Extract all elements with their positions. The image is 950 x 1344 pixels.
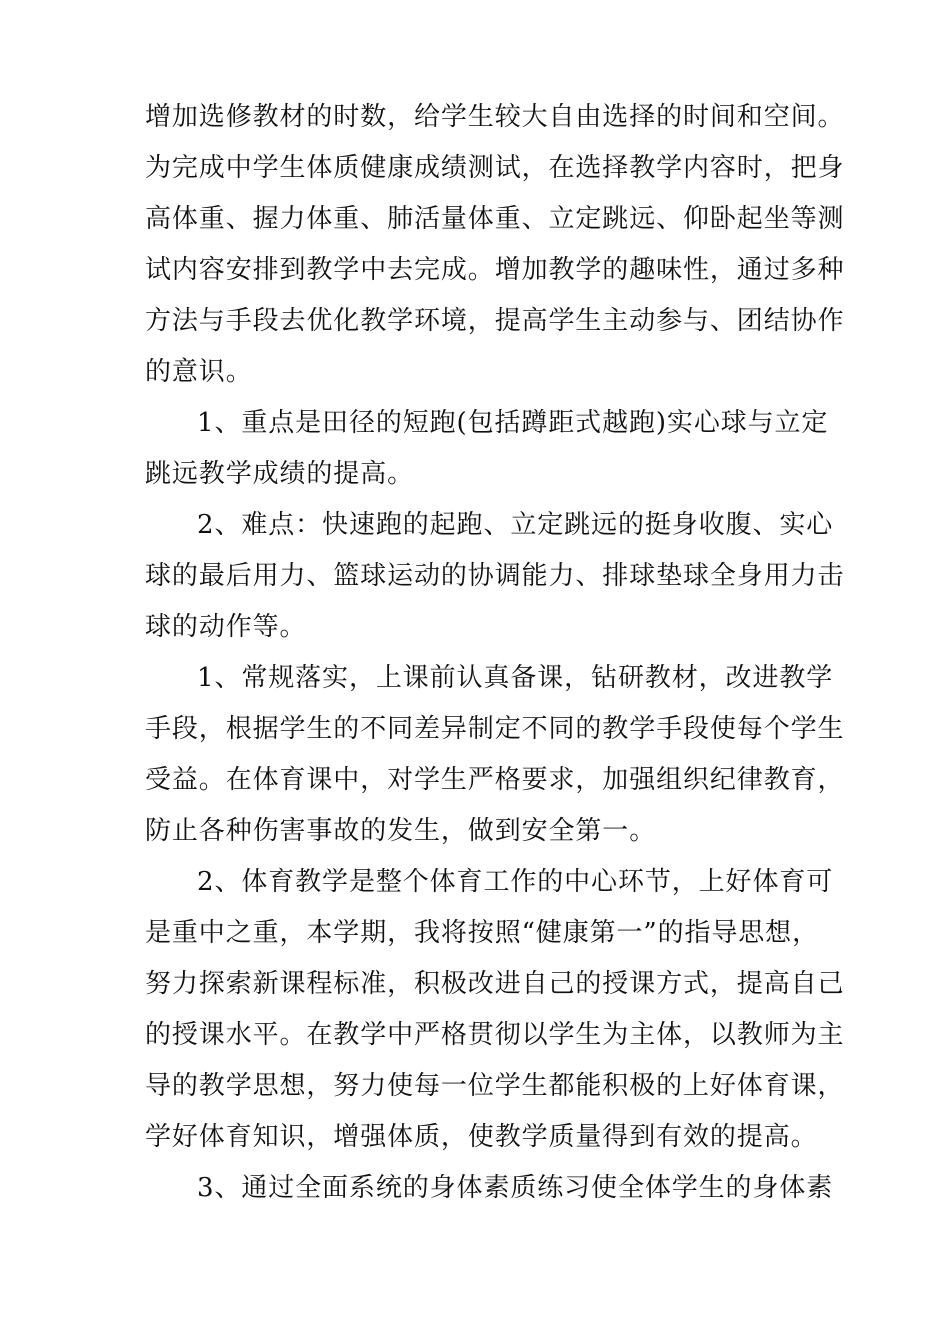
text-line: 1、常规落实，上课前认真备课，钻研教材，改进教学 — [197, 663, 834, 693]
text-line: 手段，根据学生的不同差异制定不同的教学手段使每个学生 — [145, 714, 845, 744]
text-line: 学好体育知识，增强体质，使教学质量得到有效的提高。 — [145, 1122, 818, 1152]
text-line: 防止各种伤害事故的发生，做到安全第一。 — [145, 816, 657, 846]
text-line: 努力探索新课程标准，积极改进自己的授课方式，提高自己 — [145, 969, 845, 999]
text-line: 2、难点：快速跑的起跑、立定跳远的挺身收腹、实心 — [197, 510, 834, 540]
text-line: 试内容安排到教学中去完成。增加教学的趣味性，通过多种 — [145, 255, 845, 285]
text-line: 球的最后用力、篮球运动的协调能力、排球垫球全身用力击 — [145, 561, 845, 591]
text-line: 3、通过全面系统的身体素质练习使全体学生的身体素 — [197, 1173, 834, 1203]
text-line: 球的动作等。 — [145, 612, 307, 642]
text-line: 受益。在体育课中，对学生严格要求，加强组织纪律教育， — [145, 765, 845, 795]
text-line: 方法与手段去优化教学环境，提高学生主动参与、团结协作 — [145, 306, 845, 336]
text-line: 的授课水平。在教学中严格贯彻以学生为主体，以教师为主 — [145, 1020, 845, 1050]
text-line: 2、体育教学是整个体育工作的中心环节，上好体育可 — [197, 867, 834, 897]
text-line: 是重中之重，本学期，我将按照“健康第一”的指导思想， — [145, 918, 819, 948]
text-line: 增加选修教材的时数，给学生较大自由选择的时间和空间。 — [145, 102, 845, 132]
text-line: 为完成中学生体质健康成绩测试，在选择教学内容时，把身 — [145, 153, 845, 183]
text-line: 1、重点是田径的短跑(包括蹲距式越跑)实心球与立定 — [197, 408, 829, 438]
text-line: 的意识。 — [145, 357, 253, 387]
text-line: 高体重、握力体重、肺活量体重、立定跳远、仰卧起坐等测 — [145, 204, 845, 234]
text-line: 跳远教学成绩的提高。 — [145, 459, 415, 489]
text-line: 导的教学思想，努力使每一位学生都能积极的上好体育课， — [145, 1071, 845, 1101]
body-text — [145, 92, 845, 1214]
